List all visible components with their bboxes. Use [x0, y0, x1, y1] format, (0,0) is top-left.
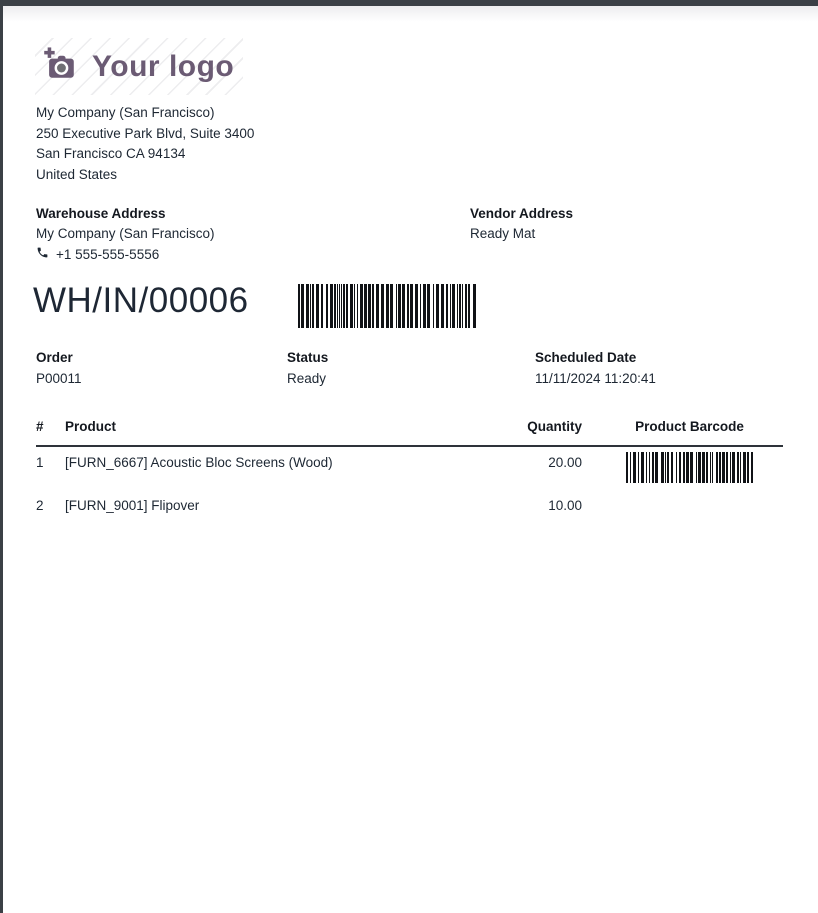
warehouse-phone-line	[36, 245, 215, 265]
company-address-line: My Company (San Francisco)	[36, 105, 215, 120]
company-address-line: United States	[36, 166, 118, 182]
logo-text: Your logo	[92, 49, 235, 83]
warehouse-address-name: My Company (San Francisco)	[36, 226, 215, 241]
company-address-line: 250 Executive Park Blvd, Suite 3400	[36, 125, 255, 141]
row-product: [FURN_6667] Acoustic Bloc Screens (Wood)	[65, 455, 333, 470]
vendor-address-name: Ready Mat	[470, 226, 536, 241]
product-barcode	[626, 452, 753, 483]
warehouse-address-label: Warehouse Address	[36, 206, 166, 221]
status-info	[287, 350, 328, 386]
vendor-address-label: Vendor Address	[470, 206, 574, 221]
row-index: 1	[36, 455, 44, 470]
company-address	[36, 103, 254, 185]
row-product: [FURN_9001] Flipover	[65, 498, 200, 513]
scheduled-date-label: Scheduled Date	[535, 350, 637, 365]
scheduled-date-value: 11/11/2024 11:20:41	[535, 371, 656, 386]
vendor-address-block	[470, 204, 573, 244]
company-address-line: San Francisco CA 94134	[36, 146, 186, 161]
window-left-border	[0, 0, 3, 913]
company-logo	[35, 38, 243, 95]
order-info	[36, 350, 82, 386]
order-label: Order	[36, 350, 73, 365]
window-top-border	[0, 0, 818, 6]
status-value: Ready	[287, 371, 327, 386]
camera-plus-icon	[42, 47, 82, 86]
row-quantity: 20.00	[548, 455, 582, 470]
warehouse-address-block	[36, 204, 215, 265]
status-label: Status	[287, 350, 329, 365]
top-shadow	[0, 6, 818, 22]
document-barcode	[298, 284, 476, 328]
header-product-barcode: Product Barcode	[635, 419, 744, 434]
table-rows	[36, 447, 783, 533]
row-quantity: 10.00	[548, 498, 582, 513]
table-row	[36, 447, 783, 490]
row-index: 2	[36, 498, 44, 513]
phone-icon	[36, 245, 49, 265]
header-index: #	[36, 419, 44, 434]
header-product: Product	[65, 419, 117, 434]
header-quantity: Quantity	[527, 419, 582, 434]
document-title: WH/IN/00006	[33, 281, 249, 320]
order-value: P00011	[36, 371, 82, 386]
table-row	[36, 490, 783, 533]
table-header	[36, 415, 783, 447]
scheduled-date-info	[535, 350, 656, 386]
row-barcode-cell	[582, 455, 783, 483]
warehouse-phone-number: +1 555-555-5556	[56, 247, 160, 262]
